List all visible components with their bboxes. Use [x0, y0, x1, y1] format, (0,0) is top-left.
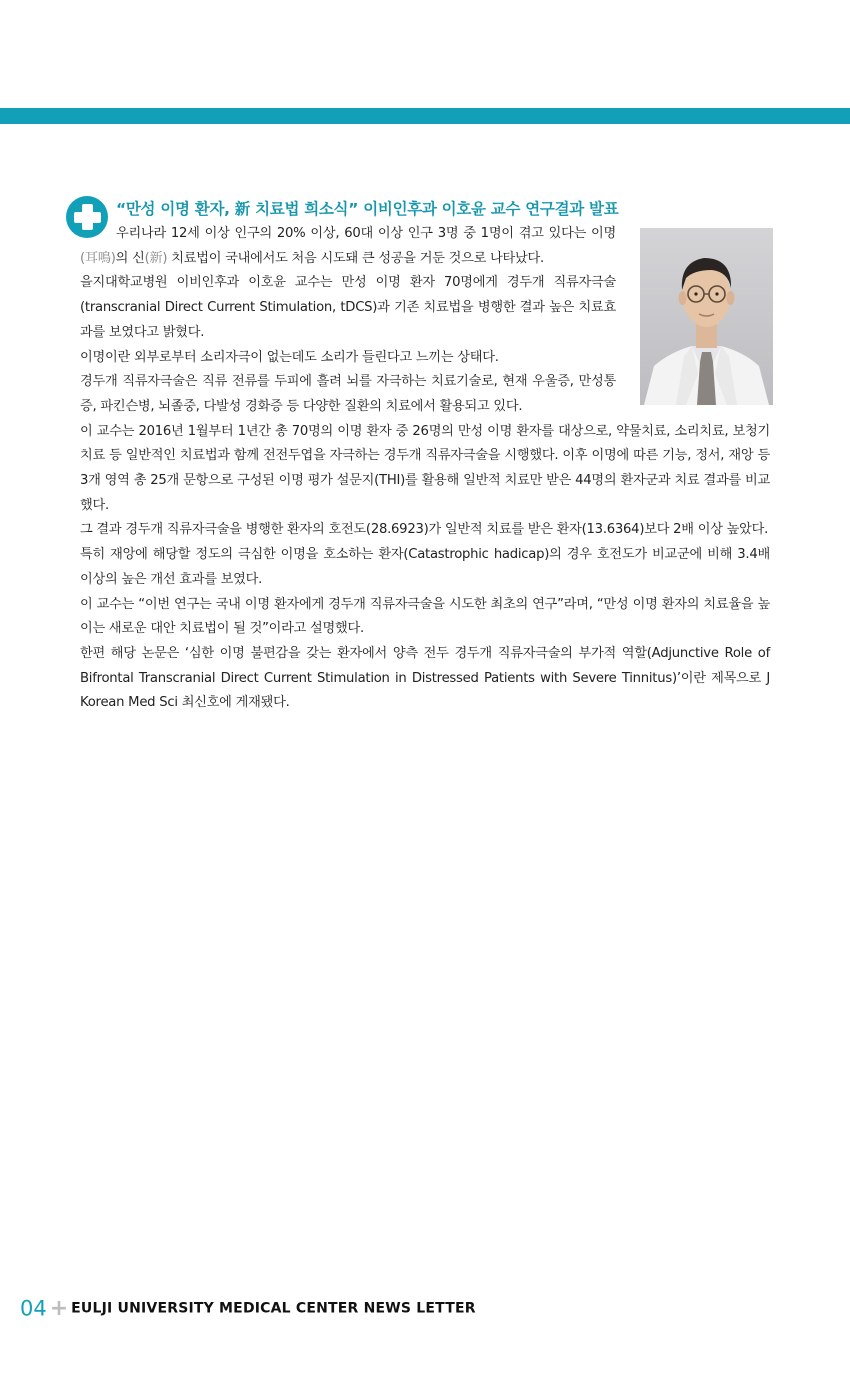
paragraph-1-text-c: 치료법이 국내에서도 처음 시도돼 큰 성공을 거둔 것으로 나타났다. — [167, 250, 544, 266]
header-band — [0, 108, 850, 124]
page-number: 04 — [20, 1296, 47, 1321]
paragraph-9: 한편 해당 논문은 ‘심한 이명 불편감을 갖는 환자에서 양측 전두 경두개 직류자극술의 부가적 역할(Adjunctive Role of Bifrontal Transcranial Direct Current Stimulation in Distressed Patients with Severe Tinnitus)’이란 제목으로 J Korean Med Sci 최신호에 게재됐다. — [80, 645, 770, 711]
page-footer — [20, 1296, 476, 1321]
paragraph-3: 이명이란 외부로부터 소리자극이 없는데도 소리가 들린다고 느끼는 상태다. — [80, 349, 499, 365]
paragraph-5: 이 교수는 2016년 1월부터 1년간 총 70명의 이명 환자 중 26명의 만성 이명 환자를 대상으로, 약물치료, 소리치료, 보청기치료 등 일반적인 치료법과 함께 전전두엽을 자극하는 경두개 직류자극술을 시행했다. 이후 이명에 따른 기능, 정서, 재앙 등 3개 영역 총 25개 문항으로 구성된 이명 평가 설문지(THI)를 활용해 일반적 치료만 받은 44명의 환자군과 치료 결과를 비교했다. — [80, 423, 770, 513]
paragraph-2: 을지대학교병원 이비인후과 이호윤 교수는 만성 이명 환자 70명에게 경두개 직류자극술 (transcranial Direct Current Stimulation, tDCS)과 기존 치료법을 병행한 결과 높은 치료효과를 보였다고 밝혔다. — [80, 275, 616, 340]
paragraph-1 — [80, 222, 616, 271]
plus-icon: + — [49, 1296, 69, 1321]
paragraph-1-hanja-2: (新) — [144, 250, 168, 266]
article-headline: “만성 이명 환자, 新 치료법 희소식” 이비인후과 이호윤 교수 연구결과 발표 — [116, 200, 619, 218]
article-body — [80, 222, 770, 716]
paragraph-8: 이 교수는 “이번 연구는 국내 이명 환자에게 경두개 직류자극술을 시도한 최초의 연구”라며, “만성 이명 환자의 치료율을 높이는 새로운 대안 치료법이 될 것”이라고 설명했다. — [80, 596, 770, 637]
paragraph-6: 그 결과 경두개 직류자극술을 병행한 환자의 호전도(28.6923)가 일반적 치료를 받은 환자(13.6364)보다 2배 이상 높았다. — [80, 522, 769, 538]
newsletter-title: EULJI UNIVERSITY MEDICAL CENTER NEWS LETTER — [71, 1300, 476, 1317]
paragraph-1-text-a: 우리나라 12세 이상 인구의 20% 이상, 60대 이상 인구 3명 중 1명이 겪고 있다는 이명 — [116, 226, 616, 241]
paragraph-1-hanja-1: (耳鳴) — [80, 250, 116, 266]
paragraph-4: 경두개 직류자극술은 직류 전류를 두피에 흘려 뇌를 자극하는 치료기술로, 현재 우울증, 만성통증, 파킨슨병, 뇌졸중, 다발성 경화증 등 다양한 질환의 치료에서 활용되고 있다. — [80, 374, 616, 414]
article-intro — [80, 222, 616, 420]
paragraph-1-text-b: 의 신 — [115, 250, 145, 266]
paragraph-7: 특히 재앙에 해당할 정도의 극심한 이명을 호소하는 환자(Catastrophic hadicap)의 경우 호전도가 비교군에 비해 3.4배 이상의 높은 개선 효과를 보였다. — [80, 547, 770, 587]
